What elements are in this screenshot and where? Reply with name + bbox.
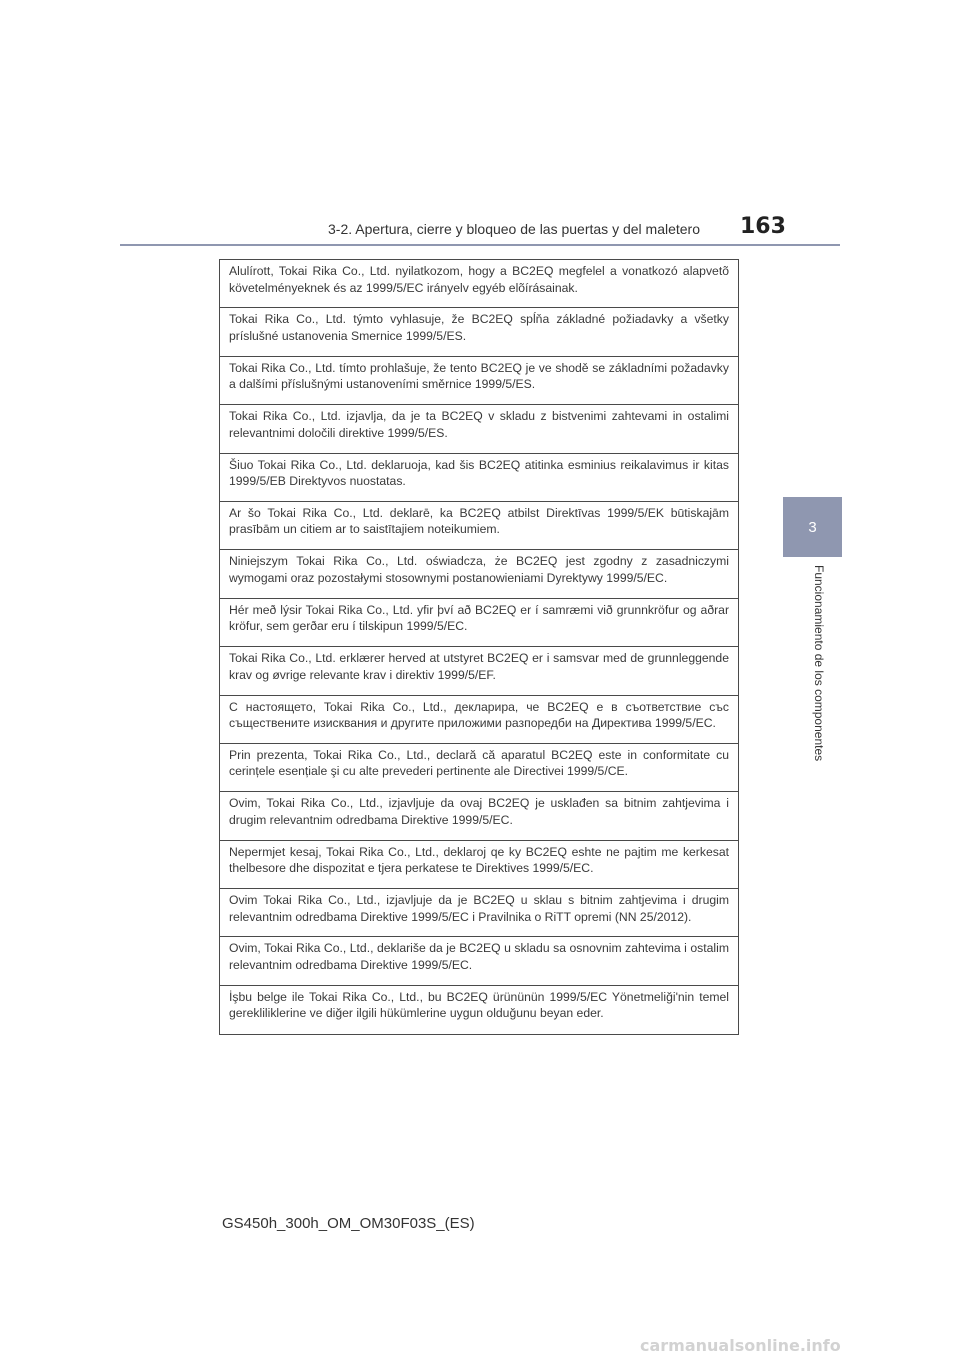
- declaration-bosnian: Ovim, Tokai Rika Co., Ltd., izjavljuje da ovaj BC2EQ je usklađen sa bitnim zahtjevima i drugim relevantnim odredbama Direktive 1999/5/EC.: [220, 792, 738, 840]
- declaration-albanian: Nepermjet kesaj, Tokai Rika Co., Ltd., deklaroj qe ky BC2EQ eshte ne pajtim me kerkesat thelbesore dhe dispozitat e tjera perkatese te Direktives 1999/5/EC.: [220, 841, 738, 889]
- declaration-croatian: Ovim Tokai Rika Co., Ltd., izjavljuje da je BC2EQ u sklau s bitnim zahtjevima i drugim relevantnim odredbama Direktive 1999/5/EC i Pravilnika o RiTT opremi (NN 25/2012).: [220, 889, 738, 937]
- declaration-slovenian: Tokai Rika Co., Ltd. izjavlja, da je ta BC2EQ v skladu z bistvenimi zahtevami in ostalimi relevantnimi določili direktive 1999/5/ES.: [220, 405, 738, 453]
- chapter-side-label: Funcionamiento de los componentes: [812, 565, 826, 762]
- declaration-slovak: Tokai Rika Co., Ltd. týmto vyhlasuje, že BC2EQ spĺňa základné požiadavky a všetky príslušné ustanovenia Smernice 1999/5/ES.: [220, 308, 738, 356]
- declaration-serbian: Ovim, Tokai Rika Co., Ltd., deklariše da je BC2EQ u skladu sa osnovnim zahtevima i ostalim relevantnim odredbama Direktive 1999/5/EC.: [220, 937, 738, 985]
- chapter-section-title: 3-2. Apertura, cierre y bloqueo de las puertas y del maletero: [328, 221, 700, 237]
- declaration-polish: Niniejszym Tokai Rika Co., Ltd. oświadcza, że BC2EQ jest zgodny z zasadniczymi wymogami oraz pozostałymi stosownymi postanowieniami Dyrektywy 1999/5/EC.: [220, 550, 738, 598]
- declaration-icelandic: Hér með lýsir Tokai Rika Co., Ltd. yfir því að BC2EQ er í samræmi við grunnkröfur og aðrar kröfur, sem gerðar eru í tilskipun 1999/5/EC.: [220, 599, 738, 647]
- declaration-turkish: İşbu belge ile Tokai Rika Co., Ltd., bu BC2EQ ürününün 1999/5/EC Yönetmeliği'nin temel gerekliliklerine ve diğer ilgili hükümlerine uygun olduğunu beyan eder.: [229, 989, 729, 1021]
- declaration-table: [219, 259, 739, 1035]
- site-watermark: carmanualsonline.info: [640, 1336, 841, 1355]
- chapter-number: 3: [808, 518, 817, 536]
- header-divider: [120, 244, 840, 246]
- declaration-bulgarian: С настоящето, Tokai Rika Co., Ltd., декларира, че BC2EQ е в съответствие със съществените изисквания и другите приложими разпоредби на Директива 1999/5/EC.: [220, 696, 738, 744]
- document-code: GS450h_300h_OM_OM30F03S_(ES): [222, 1215, 475, 1232]
- declaration-czech: Tokai Rika Co., Ltd. tímto prohlašuje, že tento BC2EQ je ve shodě se základními požadavky a dalšími příslušnými ustanoveními směrnice 1999/5/ES.: [220, 357, 738, 405]
- declaration-romanian: Prin prezenta, Tokai Rika Co., Ltd., declară că aparatul BC2EQ este in conformitate cu cerințele esențiale şi cu alte prevederi pertinente ale Directivei 1999/5/CE.: [220, 744, 738, 792]
- chapter-tab: [783, 497, 842, 557]
- page-number: 163: [740, 214, 786, 239]
- declaration-hungarian: Alulírott, Tokai Rika Co., Ltd. nyilatkozom, hogy a BC2EQ megfelel a vonatkozó alapvetõ követelményeknek és az 1999/5/EC irányelv egyéb elõírásainak.: [220, 260, 738, 308]
- declaration-lithuanian: Šiuo Tokai Rika Co., Ltd. deklaruoja, kad šis BC2EQ atitinka esminius reikalavimus ir kitas 1999/5/EB Direktyvos nuostatas.: [220, 454, 738, 502]
- declaration-norwegian: Tokai Rika Co., Ltd. erklærer herved at utstyret BC2EQ er i samsvar med de grunnleggende krav og øvrige relevante krav i direktiv 1999/5/EF.: [220, 647, 738, 695]
- declaration-latvian: Ar šo Tokai Rika Co., Ltd. deklarē, ka BC2EQ atbilst Direktīvas 1999/5/EK būtiskajām prasībām un citiem ar to saistītajiem noteikumiem.: [220, 502, 738, 550]
